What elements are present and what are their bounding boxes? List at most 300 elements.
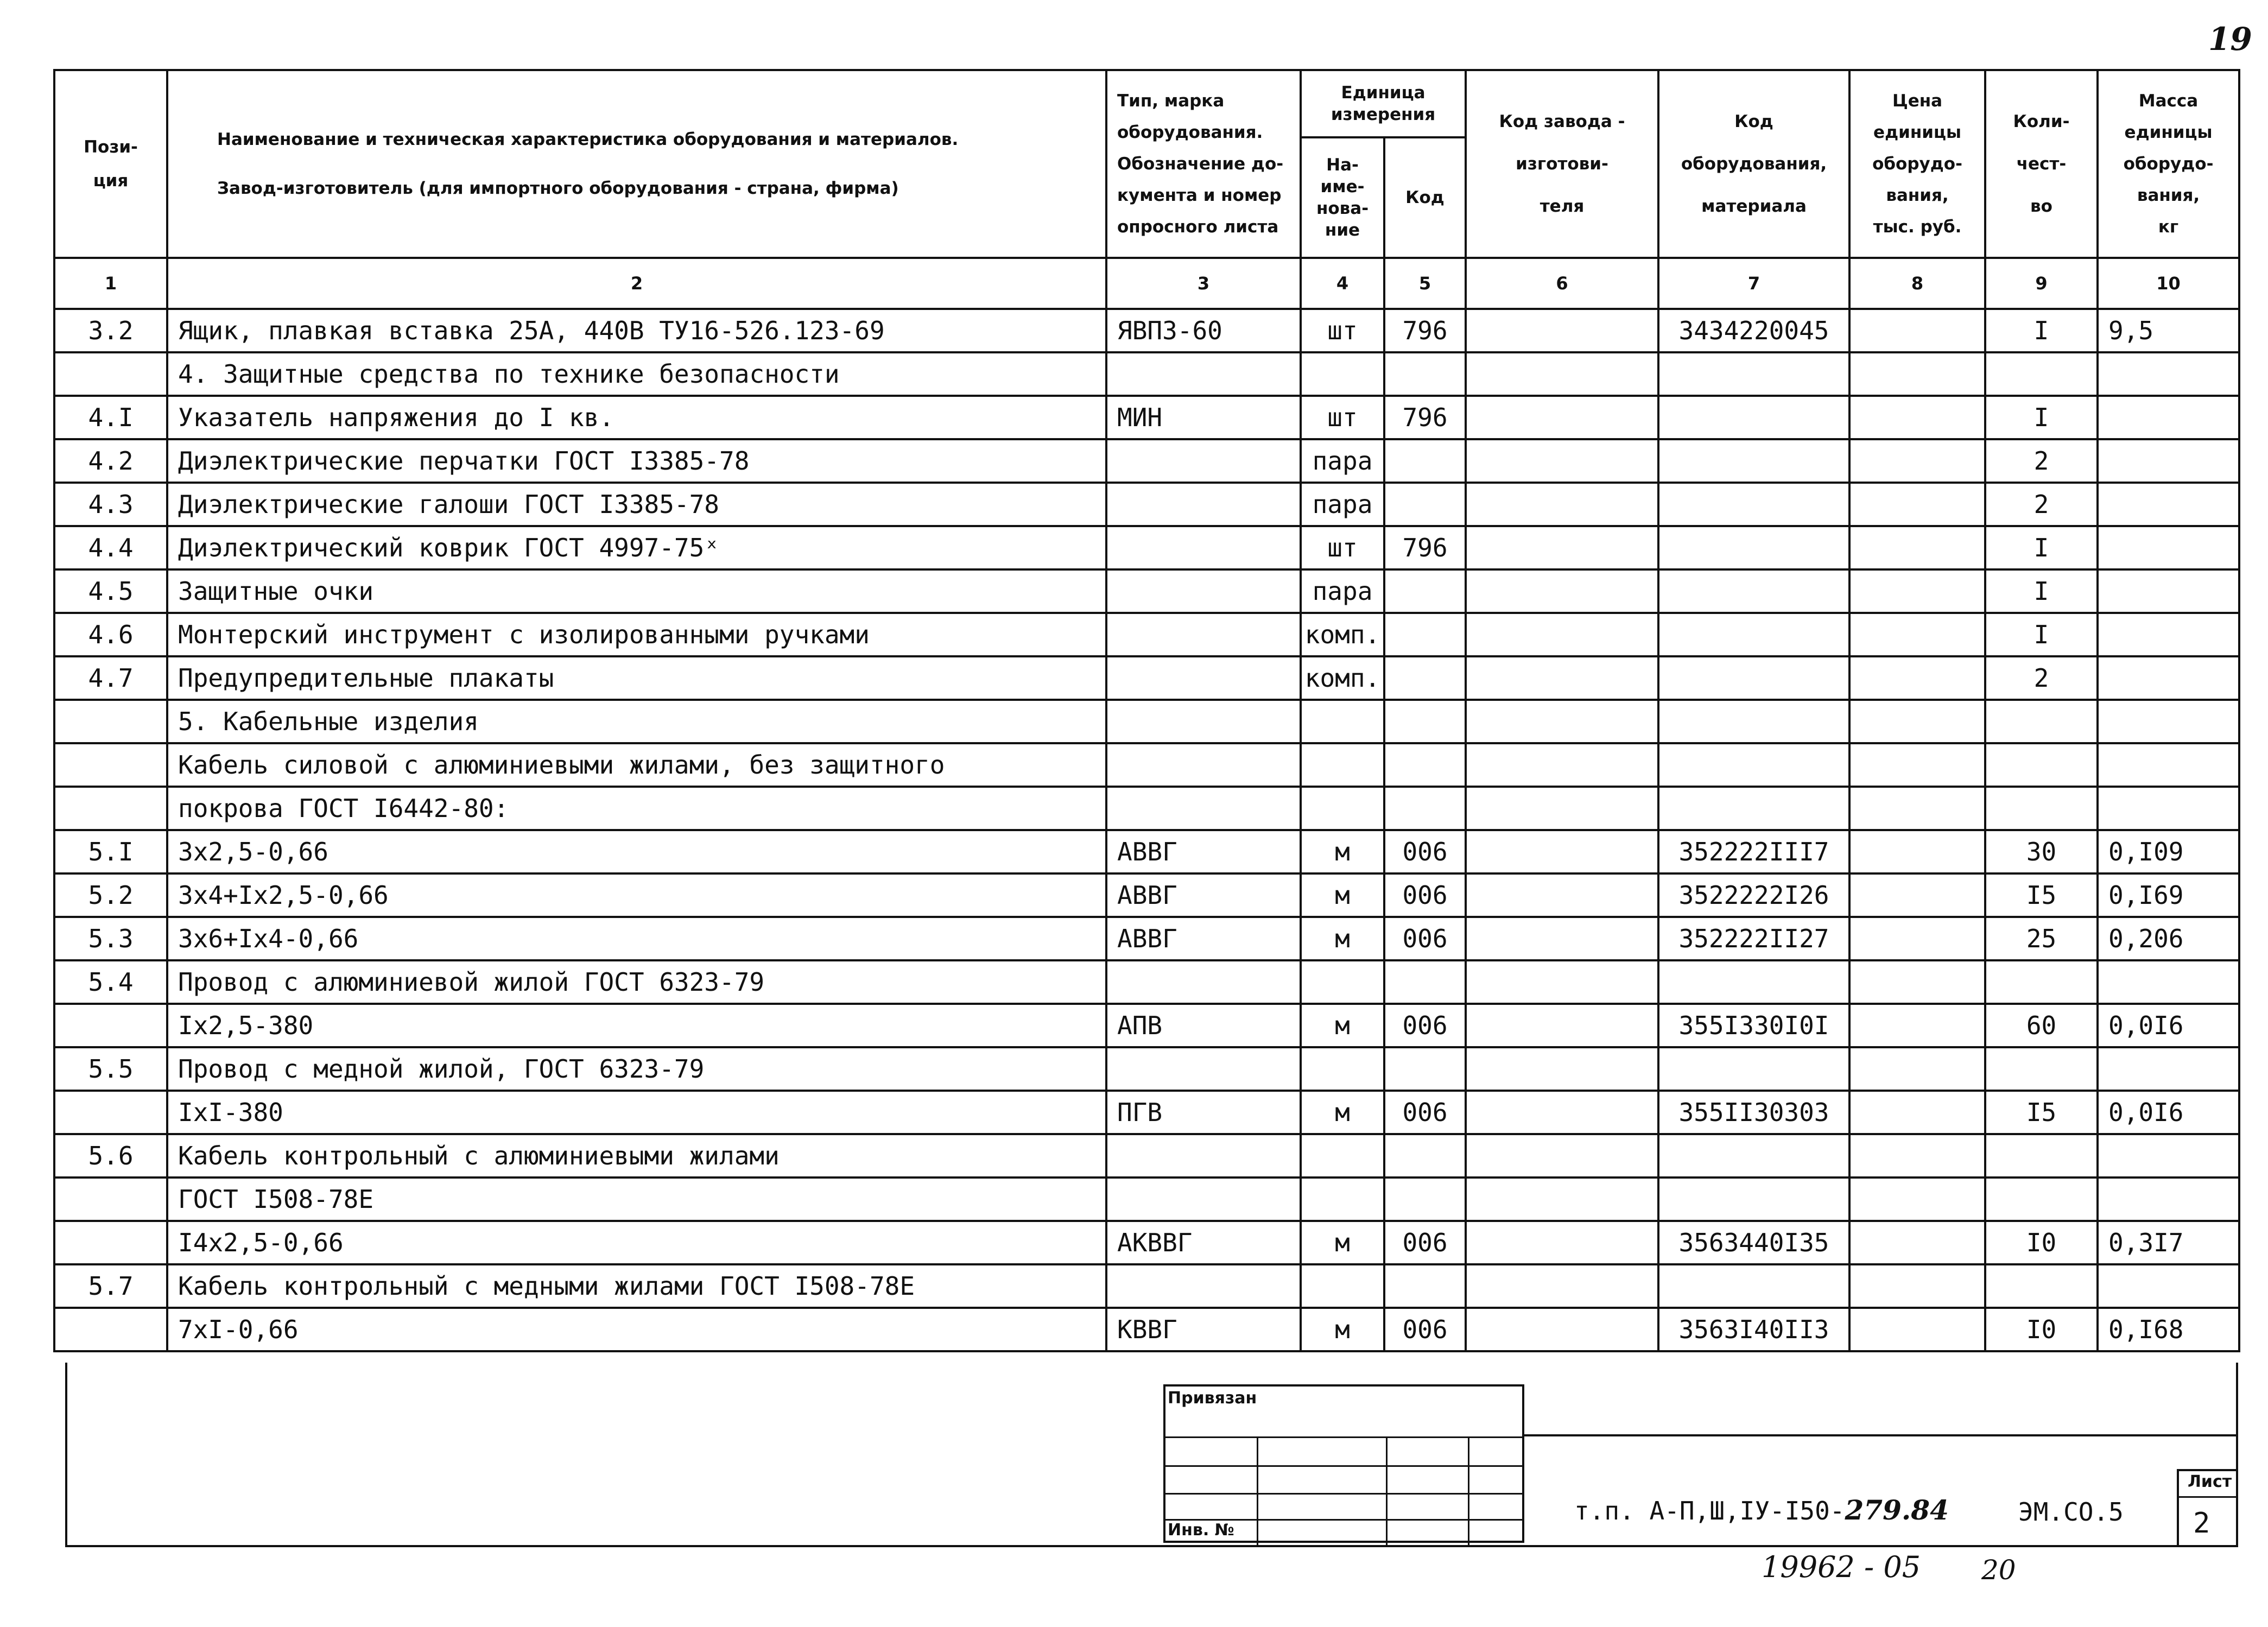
position-cell: 4.4: [54, 526, 167, 569]
unit-cell: шт: [1301, 309, 1384, 352]
mass-cell: [2098, 613, 2239, 656]
type-cell: АВВГ: [1106, 830, 1301, 873]
header-material-code: Код оборудования, материала: [1658, 70, 1849, 258]
name-cell: Iх2,5-380: [167, 1004, 1106, 1047]
price-cell: [1849, 830, 1985, 873]
type-cell: [1106, 1134, 1301, 1177]
price-cell: [1849, 1177, 1985, 1221]
mass-cell: 0,3I7: [2098, 1221, 2239, 1264]
page-number: 19: [2208, 21, 2252, 58]
unit-cell: м: [1301, 830, 1384, 873]
header-unit-name: На- име- нова- ние: [1301, 137, 1384, 258]
position-cell: [54, 1308, 167, 1351]
price-cell: [1849, 1047, 1985, 1091]
type-cell: [1106, 569, 1301, 613]
table-body: [54, 309, 2239, 1351]
unit-cell: [1301, 1134, 1384, 1177]
type-cell: КВВГ: [1106, 1308, 1301, 1351]
position-cell: 5.2: [54, 873, 167, 917]
material-code-cell: [1658, 1134, 1849, 1177]
table-row: [54, 787, 2239, 830]
material-code-cell: [1658, 439, 1849, 483]
table-row: [54, 873, 2239, 917]
header-maker-code: Код завода - изготови- теля: [1466, 70, 1658, 258]
position-cell: 5.I: [54, 830, 167, 873]
unit-code-cell: 796: [1384, 526, 1466, 569]
header-position: Пози- ция: [54, 70, 167, 258]
unit-cell: [1301, 1264, 1384, 1308]
price-cell: [1849, 526, 1985, 569]
project-code: т.п. А-П,Ш,IУ-I50-: [1574, 1496, 1845, 1525]
price-cell: [1849, 873, 1985, 917]
type-cell: [1106, 787, 1301, 830]
type-cell: ПГВ: [1106, 1091, 1301, 1134]
archive-number: 19962 - 05: [1762, 1550, 1921, 1584]
quantity-cell: I: [1985, 613, 2098, 656]
price-cell: [1849, 743, 1985, 787]
type-cell: МИН: [1106, 396, 1301, 439]
type-cell: [1106, 700, 1301, 743]
mass-cell: 0,I69: [2098, 873, 2239, 917]
type-cell: [1106, 656, 1301, 700]
quantity-cell: [1985, 1177, 2098, 1221]
name-cell: 3х4+Iх2,5-0,66: [167, 873, 1106, 917]
table-row: [54, 830, 2239, 873]
material-code-cell: 3434220045: [1658, 309, 1849, 352]
maker-code-cell: [1466, 743, 1658, 787]
header-type: Тип, марка оборудования. Обозначение до- кумента и номер опросного листа: [1106, 70, 1301, 258]
position-cell: [54, 1091, 167, 1134]
column-number-row: [54, 258, 2239, 309]
quantity-cell: 2: [1985, 483, 2098, 526]
table-row: [54, 1264, 2239, 1308]
specification-table: [53, 69, 2240, 1352]
quantity-cell: I: [1985, 569, 2098, 613]
material-code-cell: [1658, 743, 1849, 787]
name-cell: Диэлектрические галоши ГОСТ I3385-78: [167, 483, 1106, 526]
mass-cell: [2098, 352, 2239, 396]
maker-code-cell: [1466, 483, 1658, 526]
quantity-cell: I5: [1985, 873, 2098, 917]
quantity-cell: 2: [1985, 439, 2098, 483]
quantity-cell: I: [1985, 526, 2098, 569]
table-row: [54, 309, 2239, 352]
unit-code-cell: 006: [1384, 1004, 1466, 1047]
unit-code-cell: [1384, 1134, 1466, 1177]
type-cell: [1106, 1047, 1301, 1091]
name-cell: Ящик, плавкая вставка 25А, 440В ТУ16-526.123-69: [167, 309, 1106, 352]
mass-cell: [2098, 700, 2239, 743]
material-code-cell: [1658, 526, 1849, 569]
material-code-cell: [1658, 1177, 1849, 1221]
maker-code-cell: [1466, 1047, 1658, 1091]
unit-code-cell: 006: [1384, 1308, 1466, 1351]
quantity-cell: [1985, 1047, 2098, 1091]
name-cell: Диэлектрический коврик ГОСТ 4997-75ˣ: [167, 526, 1106, 569]
name-cell: Защитные очки: [167, 569, 1106, 613]
unit-code-cell: [1384, 1177, 1466, 1221]
mass-cell: [2098, 569, 2239, 613]
position-cell: 4.2: [54, 439, 167, 483]
price-cell: [1849, 483, 1985, 526]
maker-code-cell: [1466, 439, 1658, 483]
unit-cell: пара: [1301, 483, 1384, 526]
maker-code-cell: [1466, 873, 1658, 917]
maker-code-cell: [1466, 960, 1658, 1004]
position-cell: 5.5: [54, 1047, 167, 1091]
unit-code-cell: 006: [1384, 1091, 1466, 1134]
attached-label: Привязан: [1168, 1389, 1257, 1408]
price-cell: [1849, 960, 1985, 1004]
header-name: [167, 70, 1106, 258]
type-cell: [1106, 1177, 1301, 1221]
price-cell: [1849, 1308, 1985, 1351]
quantity-cell: I0: [1985, 1221, 2098, 1264]
column-number: 5: [1384, 258, 1466, 309]
price-cell: [1849, 917, 1985, 960]
table-row: [54, 917, 2239, 960]
maker-code-cell: [1466, 309, 1658, 352]
price-cell: [1849, 439, 1985, 483]
position-cell: 5.6: [54, 1134, 167, 1177]
unit-cell: м: [1301, 1004, 1384, 1047]
maker-code-cell: [1466, 526, 1658, 569]
unit-cell: [1301, 1047, 1384, 1091]
position-cell: [54, 352, 167, 396]
table-row: [54, 1091, 2239, 1134]
material-code-cell: [1658, 352, 1849, 396]
maker-code-cell: [1466, 830, 1658, 873]
unit-cell: комп.: [1301, 613, 1384, 656]
sheet-box-divider: [2177, 1496, 2238, 1498]
name-cell: Кабель контрольный с медными жилами ГОСТ I508-78Е: [167, 1264, 1106, 1308]
column-number: 10: [2098, 258, 2239, 309]
table-row: [54, 700, 2239, 743]
mass-cell: 9,5: [2098, 309, 2239, 352]
quantity-cell: [1985, 787, 2098, 830]
mass-cell: [2098, 483, 2239, 526]
type-cell: [1106, 1264, 1301, 1308]
mass-cell: [2098, 1177, 2239, 1221]
type-cell: [1106, 483, 1301, 526]
sheet-box-left: [2177, 1469, 2179, 1546]
maker-code-cell: [1466, 1308, 1658, 1351]
unit-cell: м: [1301, 1221, 1384, 1264]
table-row: [54, 569, 2239, 613]
header-price: Цена единицы оборудо- вания, тыс. руб.: [1849, 70, 1985, 258]
name-cell: 4. Защитные средства по технике безопасности: [167, 352, 1106, 396]
position-cell: 3.2: [54, 309, 167, 352]
price-cell: [1849, 1221, 1985, 1264]
quantity-cell: [1985, 352, 2098, 396]
unit-code-cell: [1384, 352, 1466, 396]
mass-cell: 0,0I6: [2098, 1004, 2239, 1047]
sheet-number: 2: [2193, 1507, 2210, 1540]
material-code-cell: [1658, 656, 1849, 700]
type-cell: [1106, 960, 1301, 1004]
position-cell: 4.I: [54, 396, 167, 439]
price-cell: [1849, 1134, 1985, 1177]
column-number: 2: [167, 258, 1106, 309]
column-number: 4: [1301, 258, 1384, 309]
quantity-cell: I: [1985, 309, 2098, 352]
price-cell: [1849, 352, 1985, 396]
header-name-line1: Наименование и техническая характеристика оборудования и материалов.: [217, 130, 959, 149]
material-code-cell: 355II30303: [1658, 1091, 1849, 1134]
material-code-cell: 352222II27: [1658, 917, 1849, 960]
name-cell: 7хI-0,66: [167, 1308, 1106, 1351]
maker-code-cell: [1466, 396, 1658, 439]
maker-code-cell: [1466, 613, 1658, 656]
table-row: [54, 656, 2239, 700]
name-cell: I4х2,5-0,66: [167, 1221, 1106, 1264]
maker-code-cell: [1466, 787, 1658, 830]
material-code-cell: [1658, 483, 1849, 526]
mass-cell: 0,I09: [2098, 830, 2239, 873]
maker-code-cell: [1466, 1134, 1658, 1177]
unit-code-cell: [1384, 656, 1466, 700]
header-unit: Единица измерения: [1301, 70, 1466, 137]
unit-code-cell: [1384, 787, 1466, 830]
maker-code-cell: [1466, 656, 1658, 700]
maker-code-cell: [1466, 700, 1658, 743]
unit-code-cell: 796: [1384, 396, 1466, 439]
type-cell: [1106, 743, 1301, 787]
mass-cell: [2098, 1264, 2239, 1308]
column-number: 1: [54, 258, 167, 309]
unit-code-cell: [1384, 743, 1466, 787]
table-row: [54, 1047, 2239, 1091]
position-cell: [54, 1004, 167, 1047]
price-cell: [1849, 613, 1985, 656]
unit-code-cell: [1384, 700, 1466, 743]
name-cell: 3х2,5-0,66: [167, 830, 1106, 873]
position-cell: [54, 743, 167, 787]
maker-code-cell: [1466, 1221, 1658, 1264]
unit-cell: [1301, 787, 1384, 830]
quantity-cell: [1985, 1134, 2098, 1177]
maker-code-cell: [1466, 1004, 1658, 1047]
quantity-cell: [1985, 743, 2098, 787]
quantity-cell: 30: [1985, 830, 2098, 873]
unit-cell: [1301, 1177, 1384, 1221]
quantity-cell: 2: [1985, 656, 2098, 700]
quantity-cell: I: [1985, 396, 2098, 439]
position-cell: 4.6: [54, 613, 167, 656]
unit-cell: [1301, 352, 1384, 396]
mass-cell: 0,I68: [2098, 1308, 2239, 1351]
quantity-cell: [1985, 960, 2098, 1004]
project-code-handwritten: 279.84: [1845, 1494, 1949, 1526]
position-cell: 4.5: [54, 569, 167, 613]
frame-bottom: [65, 1545, 2238, 1547]
position-cell: 4.3: [54, 483, 167, 526]
name-cell: Кабель контрольный с алюминиевыми жилами: [167, 1134, 1106, 1177]
price-cell: [1849, 1264, 1985, 1308]
price-cell: [1849, 700, 1985, 743]
name-cell: Монтерский инструмент с изолированными ручками: [167, 613, 1106, 656]
price-cell: [1849, 1091, 1985, 1134]
quantity-cell: [1985, 1264, 2098, 1308]
material-code-cell: 355I330I0I: [1658, 1004, 1849, 1047]
footer-page: 20: [1981, 1554, 2016, 1586]
table-row: [54, 439, 2239, 483]
mass-cell: [2098, 1134, 2239, 1177]
mass-cell: 0,206: [2098, 917, 2239, 960]
price-cell: [1849, 396, 1985, 439]
table-row: [54, 396, 2239, 439]
price-cell: [1849, 1004, 1985, 1047]
unit-code-cell: [1384, 613, 1466, 656]
price-cell: [1849, 787, 1985, 830]
unit-code-cell: 006: [1384, 917, 1466, 960]
material-code-cell: [1658, 569, 1849, 613]
unit-cell: м: [1301, 1091, 1384, 1134]
position-cell: 4.7: [54, 656, 167, 700]
type-cell: [1106, 352, 1301, 396]
table-row: [54, 1221, 2239, 1264]
name-cell: Провод с медной жилой, ГОСТ 6323-79: [167, 1047, 1106, 1091]
frame-right-bottom: [2236, 1363, 2238, 1547]
header-name-line2: Завод-изготовитель (для импортного оборудования - страна, фирма): [217, 179, 899, 198]
mass-cell: [2098, 439, 2239, 483]
unit-cell: пара: [1301, 569, 1384, 613]
table-row: [54, 613, 2239, 656]
quantity-cell: I0: [1985, 1308, 2098, 1351]
position-cell: 5.7: [54, 1264, 167, 1308]
type-cell: [1106, 439, 1301, 483]
unit-cell: м: [1301, 917, 1384, 960]
column-number: 8: [1849, 258, 1985, 309]
material-code-cell: [1658, 960, 1849, 1004]
table-row: [54, 1134, 2239, 1177]
unit-code-cell: 006: [1384, 873, 1466, 917]
position-cell: [54, 787, 167, 830]
table-row: [54, 1177, 2239, 1221]
material-code-cell: [1658, 700, 1849, 743]
unit-code-cell: [1384, 1047, 1466, 1091]
quantity-cell: 60: [1985, 1004, 2098, 1047]
table-row: [54, 1308, 2239, 1351]
position-cell: [54, 1221, 167, 1264]
document-code: ЭМ.СО.5: [2018, 1497, 2124, 1527]
column-number: 3: [1106, 258, 1301, 309]
table-row: [54, 483, 2239, 526]
inventory-label: Инв. №: [1168, 1521, 1234, 1540]
header-unit-code: Код: [1384, 137, 1466, 258]
header-quantity: Коли- чест- во: [1985, 70, 2098, 258]
unit-code-cell: 006: [1384, 1221, 1466, 1264]
name-cell: IхI-380: [167, 1091, 1106, 1134]
unit-code-cell: [1384, 569, 1466, 613]
type-cell: АПВ: [1106, 1004, 1301, 1047]
unit-code-cell: [1384, 439, 1466, 483]
material-code-cell: [1658, 396, 1849, 439]
unit-cell: [1301, 743, 1384, 787]
table-row: [54, 1004, 2239, 1047]
table-row: [54, 743, 2239, 787]
quantity-cell: 25: [1985, 917, 2098, 960]
column-number: 7: [1658, 258, 1849, 309]
material-code-cell: [1658, 1264, 1849, 1308]
sheet-box-top: [2177, 1469, 2238, 1471]
sheet-label: Лист: [2188, 1472, 2232, 1491]
maker-code-cell: [1466, 1091, 1658, 1134]
column-number: 6: [1466, 258, 1658, 309]
frame-left-bottom: [65, 1363, 67, 1547]
type-cell: АВВГ: [1106, 917, 1301, 960]
unit-cell: [1301, 700, 1384, 743]
position-cell: [54, 1177, 167, 1221]
project-designation: [1574, 1494, 1949, 1526]
type-cell: АВВГ: [1106, 873, 1301, 917]
material-code-cell: 3522222I26: [1658, 873, 1849, 917]
type-cell: [1106, 526, 1301, 569]
name-cell: ГОСТ I508-78Е: [167, 1177, 1106, 1221]
material-code-cell: 352222III7: [1658, 830, 1849, 873]
price-cell: [1849, 656, 1985, 700]
unit-code-cell: 006: [1384, 830, 1466, 873]
position-cell: 5.4: [54, 960, 167, 1004]
unit-cell: пара: [1301, 439, 1384, 483]
unit-code-cell: [1384, 1264, 1466, 1308]
table-row: [54, 526, 2239, 569]
unit-cell: шт: [1301, 526, 1384, 569]
type-cell: [1106, 613, 1301, 656]
material-code-cell: [1658, 787, 1849, 830]
name-cell: Предупредительные плакаты: [167, 656, 1106, 700]
name-cell: Провод с алюминиевой жилой ГОСТ 6323-79: [167, 960, 1106, 1004]
name-cell: Диэлектрические перчатки ГОСТ I3385-78: [167, 439, 1106, 483]
price-cell: [1849, 569, 1985, 613]
unit-cell: комп.: [1301, 656, 1384, 700]
material-code-cell: [1658, 613, 1849, 656]
mass-cell: [2098, 787, 2239, 830]
maker-code-cell: [1466, 917, 1658, 960]
name-cell: 5. Кабельные изделия: [167, 700, 1106, 743]
mass-cell: 0,0I6: [2098, 1091, 2239, 1134]
maker-code-cell: [1466, 569, 1658, 613]
table-row: [54, 960, 2239, 1004]
material-code-cell: [1658, 1047, 1849, 1091]
maker-code-cell: [1466, 352, 1658, 396]
table-row: [54, 352, 2239, 396]
type-cell: АКВВГ: [1106, 1221, 1301, 1264]
position-cell: 5.3: [54, 917, 167, 960]
unit-code-cell: [1384, 960, 1466, 1004]
attached-stamp: [1163, 1384, 1524, 1543]
quantity-cell: [1985, 700, 2098, 743]
unit-code-cell: [1384, 483, 1466, 526]
unit-code-cell: 796: [1384, 309, 1466, 352]
name-cell: покрова ГОСТ I6442-80:: [167, 787, 1106, 830]
unit-cell: шт: [1301, 396, 1384, 439]
name-cell: 3х6+Iх4-0,66: [167, 917, 1106, 960]
mass-cell: [2098, 396, 2239, 439]
mass-cell: [2098, 960, 2239, 1004]
mass-cell: [2098, 526, 2239, 569]
name-cell: Указатель напряжения до I кв.: [167, 396, 1106, 439]
header-mass: Масса единицы оборудо- вания, кг: [2098, 70, 2239, 258]
type-cell: ЯВПЗ-60: [1106, 309, 1301, 352]
unit-cell: [1301, 960, 1384, 1004]
name-cell: Кабель силовой с алюминиевыми жилами, без защитного: [167, 743, 1106, 787]
position-cell: [54, 700, 167, 743]
column-number: 9: [1985, 258, 2098, 309]
unit-cell: м: [1301, 1308, 1384, 1351]
quantity-cell: I5: [1985, 1091, 2098, 1134]
maker-code-cell: [1466, 1264, 1658, 1308]
